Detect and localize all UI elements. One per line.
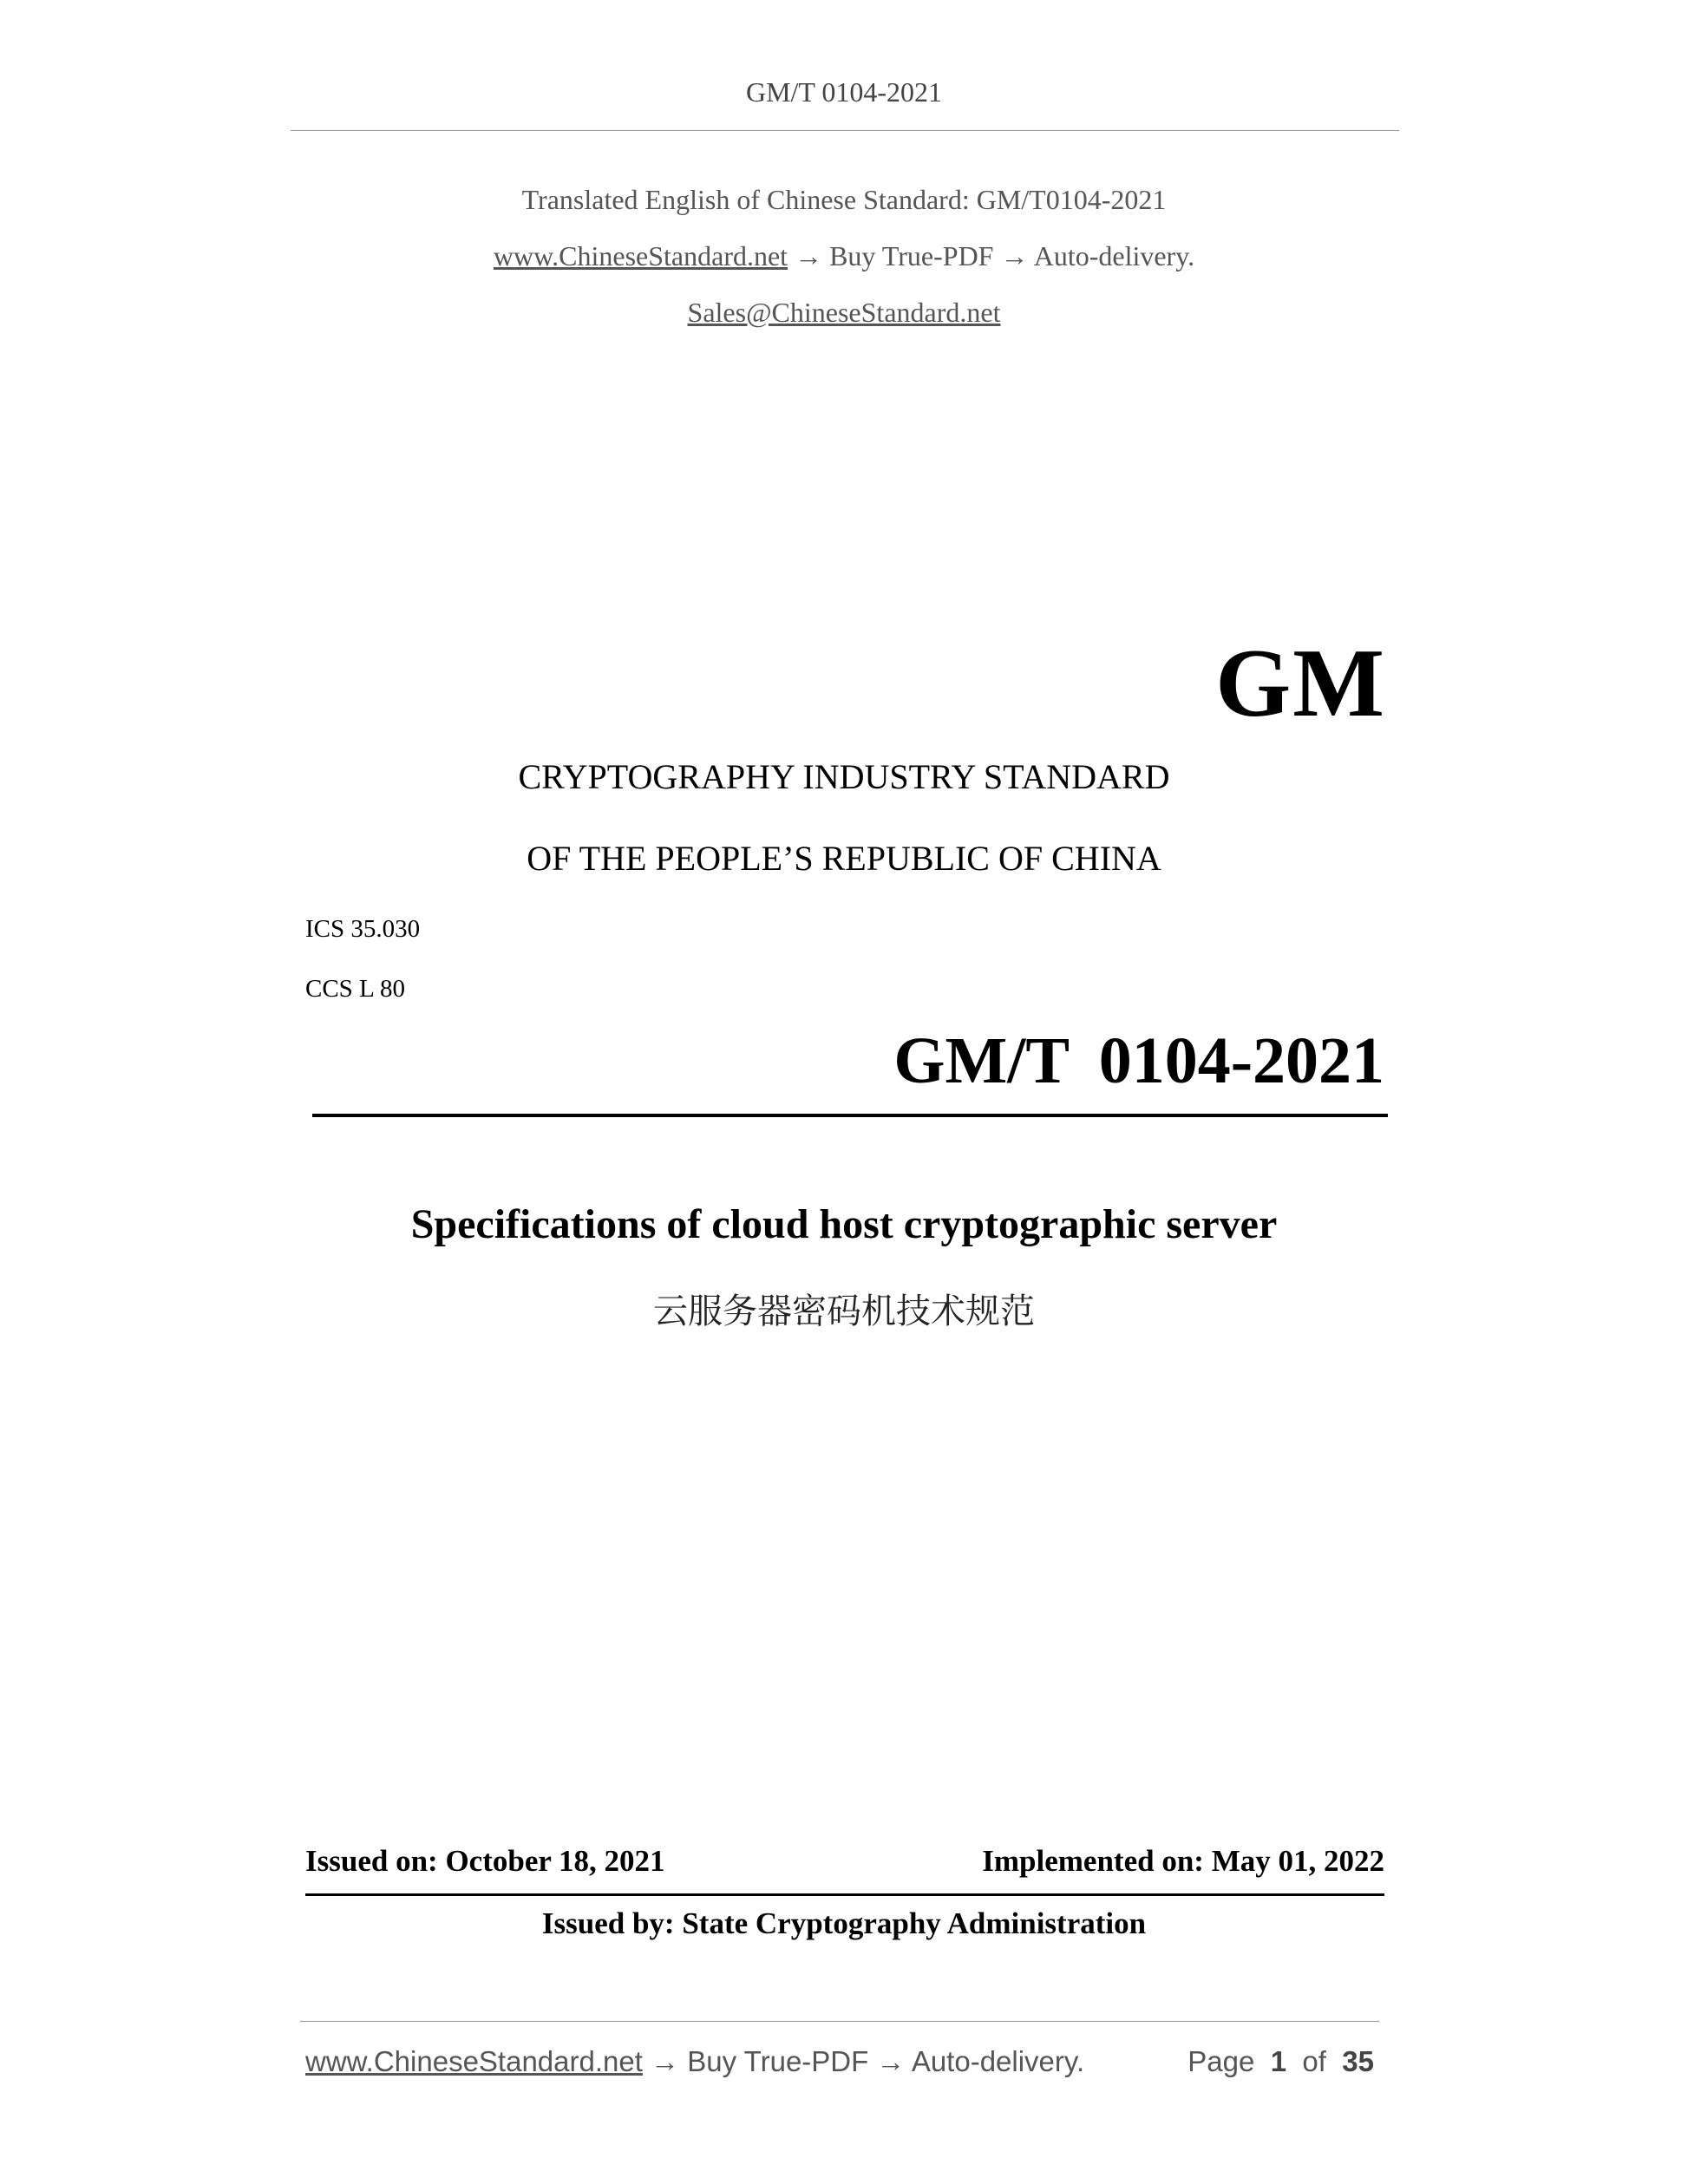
footer-purchase-line xyxy=(305,2045,1084,2078)
page-label: Page xyxy=(1187,2045,1255,2077)
title-chinese: 云服务器密码机技术规范 xyxy=(653,1291,1035,1331)
org-line-2: OF THE PEOPLE’S REPUBLIC OF CHINA xyxy=(527,839,1161,878)
translation-notice: Translated English of Chinese Standard: GM/T0104-2021 xyxy=(521,184,1167,215)
email-line xyxy=(0,297,1688,329)
ccs-code: CCS L 80 xyxy=(305,975,405,1003)
gm-logo: GM xyxy=(1215,630,1386,737)
issue-date-rule xyxy=(305,1893,1384,1896)
page-current: 1 xyxy=(1270,2045,1287,2077)
page-indicator xyxy=(1187,2045,1374,2078)
standard-number-rule xyxy=(312,1114,1388,1117)
of-label: of xyxy=(1302,2045,1326,2077)
footer-divider xyxy=(300,2021,1379,2022)
issuing-authority: Issued by: State Cryptography Administration xyxy=(541,1906,1147,1940)
implemented-on-date: Implemented on: May 01, 2022 xyxy=(982,1844,1384,1878)
footer-buy-text: → Buy True-PDF → Auto-delivery. xyxy=(642,2045,1085,2077)
site-link[interactable]: www.ChineseStandard.net xyxy=(493,240,788,271)
standard-number: GM/T 0104-2021 xyxy=(893,1024,1384,1097)
buy-text: → Buy True-PDF → Auto-delivery. xyxy=(788,240,1195,271)
title-english: Specifications of cloud host cryptographic server xyxy=(410,1201,1278,1247)
page-total: 35 xyxy=(1342,2045,1374,2077)
org-line-1: CRYPTOGRAPHY INDUSTRY STANDARD xyxy=(518,757,1170,796)
email-link[interactable]: Sales@ChineseStandard.net xyxy=(687,297,1001,328)
purchase-line xyxy=(0,240,1688,272)
header-divider xyxy=(291,130,1399,131)
ics-code: ICS 35.030 xyxy=(305,915,421,943)
running-header: GM/T 0104-2021 xyxy=(745,76,943,108)
footer-site-link[interactable]: www.ChineseStandard.net xyxy=(305,2045,643,2077)
issued-on-date: Issued on: October 18, 2021 xyxy=(305,1844,665,1878)
